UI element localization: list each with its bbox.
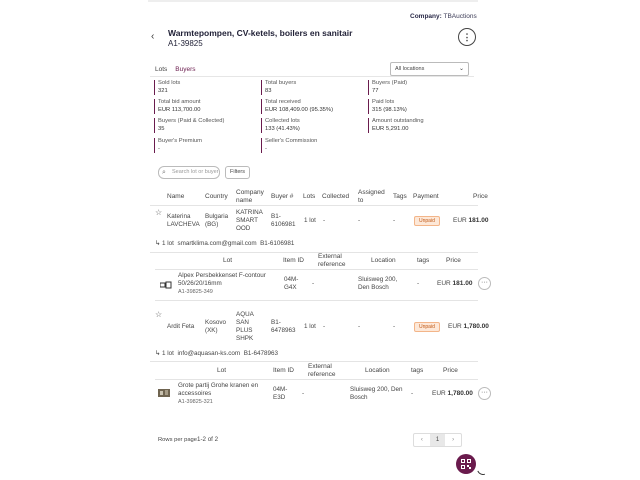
lot-more-button[interactable]: ··· — [478, 387, 491, 400]
buyer-name[interactable]: Katerina LAVCHEVA — [167, 213, 200, 228]
col-price[interactable]: Price — [473, 193, 488, 200]
buyer-lots: 1 lot — [304, 217, 316, 224]
lot-item-id: 04M- G4X — [284, 276, 299, 291]
header-divider — [150, 205, 478, 206]
rows-per-page-label: Rows per page — [158, 437, 197, 443]
stat-total-received: Total received EUR 108,409.00 (95.35%) — [261, 99, 333, 114]
buyer-contact-line: ↳ 1 lot info@aquasan-ks.com B1-6478963 — [155, 350, 279, 357]
pagination-range: 1-2 of 2 — [197, 436, 219, 443]
status-badge: Unpaid — [414, 322, 440, 332]
lot-title[interactable]: Alpex Persbekkenset F-contour 50/26/20/16mm A1-39825-349 — [178, 272, 266, 295]
buyer-collected: - — [323, 217, 326, 224]
auction-title: Warmtepompen, CV-ketels, boilers en sanitair — [168, 28, 353, 38]
buyer-price: EUR 181.00 — [453, 217, 489, 224]
tab-lots[interactable]: Lots — [155, 66, 168, 73]
col-assigned[interactable]: Assigned to — [358, 189, 385, 204]
subheader-divider — [155, 269, 478, 270]
company-indicator: Company: TBAuctions — [410, 13, 477, 20]
stat-buyers-paid-collected: Buyers (Paid & Collected) 35 — [154, 118, 224, 133]
col-tags[interactable]: Tags — [393, 193, 407, 200]
stat-amount-outstanding: Amount outstanding EUR 5,291.00 — [368, 118, 424, 133]
location-select[interactable]: All locations ⌄ — [390, 62, 469, 76]
lot-thumbnail — [158, 389, 170, 397]
back-arrow-icon[interactable]: ‹ — [151, 31, 155, 42]
buyer-name[interactable]: Ardit Feta — [167, 323, 195, 330]
col-country[interactable]: Country — [205, 193, 228, 200]
lot-thumbnail — [160, 281, 172, 289]
buyer-collected: - — [323, 323, 326, 330]
col-item-id[interactable]: Item ID — [273, 367, 294, 374]
star-icon[interactable]: ☆ — [155, 310, 163, 319]
col-location[interactable]: Location — [365, 367, 390, 374]
buyer-tags: - — [393, 323, 396, 330]
row-divider — [155, 300, 478, 301]
col-buyer-number[interactable]: Buyer # — [271, 193, 294, 200]
buyer-price: EUR 1,780.00 — [448, 323, 489, 330]
stat-collected-lots: Collected lots 133 (41.43%) — [261, 118, 300, 133]
buyer-country: Bulgaria (BG) — [205, 213, 229, 228]
col-location[interactable]: Location — [371, 257, 396, 264]
filters-button[interactable]: Filters — [225, 166, 250, 179]
stat-total-bid: Total bid amount EUR 113,700.00 — [154, 99, 201, 114]
stat-buyers-premium: Buyer's Premium - — [154, 138, 202, 153]
buyer-lots: 1 lot — [304, 323, 316, 330]
buyer-contact-line: ↳ 1 lot smartklima.com@gmail.com B1-6106981 — [155, 240, 295, 247]
buyer-number: B1- 6106981 — [271, 213, 296, 228]
col-tags[interactable]: tags — [417, 257, 430, 264]
tab-buyers[interactable]: Buyers — [175, 66, 195, 77]
lot-item-id: 04M- E3D — [273, 386, 288, 401]
status-badge: Unpaid — [414, 216, 440, 226]
row-divider — [150, 361, 478, 362]
col-external-ref[interactable]: External reference — [308, 363, 336, 378]
col-tags[interactable]: tags — [411, 367, 424, 374]
lot-external-ref: - — [302, 390, 305, 397]
stat-sellers-commission: Seller's Commission - — [261, 138, 317, 153]
lot-external-ref: - — [312, 280, 315, 287]
subheader-divider — [155, 379, 478, 380]
col-lots[interactable]: Lots — [303, 193, 316, 200]
lot-title[interactable]: Grote partij Grohe kranen en accessoires A1-39825-321 — [178, 382, 259, 405]
col-name[interactable]: Name — [167, 193, 185, 200]
lot-price: EUR 1,780.00 — [432, 390, 473, 397]
col-lot[interactable]: Lot — [217, 367, 227, 374]
stat-buyers-paid: Buyers (Paid) 77 — [368, 80, 407, 95]
search-input[interactable]: ⌕ Search lot or buyer — [158, 166, 220, 179]
lot-location: Sluisweg 200, Den Bosch — [358, 276, 398, 291]
more-menu-button[interactable]: ⋮ — [458, 28, 476, 46]
buyer-country: Kosovo (XK) — [205, 319, 227, 334]
buyer-email[interactable]: smartklima.com@gmail.com — [177, 240, 257, 247]
lot-tags: - — [417, 280, 420, 287]
col-price[interactable]: Price — [443, 367, 458, 374]
row-divider — [150, 252, 478, 253]
auction-id: A1-39825 — [168, 39, 203, 48]
col-company[interactable]: Company name — [236, 189, 264, 204]
col-collected[interactable]: Collected — [322, 193, 350, 200]
buyer-email[interactable]: info@aquasan-ks.com — [177, 350, 241, 357]
col-external-ref[interactable]: External reference — [318, 253, 346, 268]
lot-tags: - — [411, 390, 414, 397]
stat-sold-lots: Sold lots 321 — [154, 80, 180, 95]
buyer-tags: - — [393, 217, 396, 224]
col-price[interactable]: Price — [446, 257, 461, 264]
tab-divider — [150, 76, 474, 77]
page-1-button[interactable]: 1 — [430, 434, 446, 446]
qr-code-icon[interactable] — [456, 454, 476, 474]
stat-paid-lots: Paid lots 315 (98.13%) — [368, 99, 407, 114]
pagination-control — [413, 433, 462, 447]
stat-total-buyers: Total buyers 83 — [261, 80, 296, 95]
next-page-button[interactable]: › — [452, 437, 455, 443]
buyer-assigned: - — [358, 217, 361, 224]
buyer-company: KATRINA SMART OOD — [236, 209, 263, 232]
col-lot[interactable]: Lot — [223, 257, 233, 264]
chevron-down-icon: ⌄ — [458, 66, 464, 72]
buyer-number: B1- 6478963 — [271, 319, 296, 334]
lot-price: EUR 181.00 — [437, 280, 473, 287]
col-payment[interactable]: Payment — [413, 193, 439, 200]
star-icon[interactable]: ☆ — [155, 208, 163, 217]
lot-more-button[interactable]: ··· — [478, 277, 491, 290]
prev-page-button[interactable]: ‹ — [420, 437, 423, 443]
buyer-assigned: - — [358, 323, 361, 330]
loading-spinner-icon — [475, 461, 491, 477]
search-icon: ⌕ — [162, 169, 166, 176]
lot-location: Sluisweg 200, Den Bosch — [350, 386, 403, 401]
panel-top-edge — [148, 0, 478, 2]
buyer-company: AQUA SAN PLUS SHPK — [236, 311, 254, 342]
col-item-id[interactable]: Item ID — [283, 257, 304, 264]
